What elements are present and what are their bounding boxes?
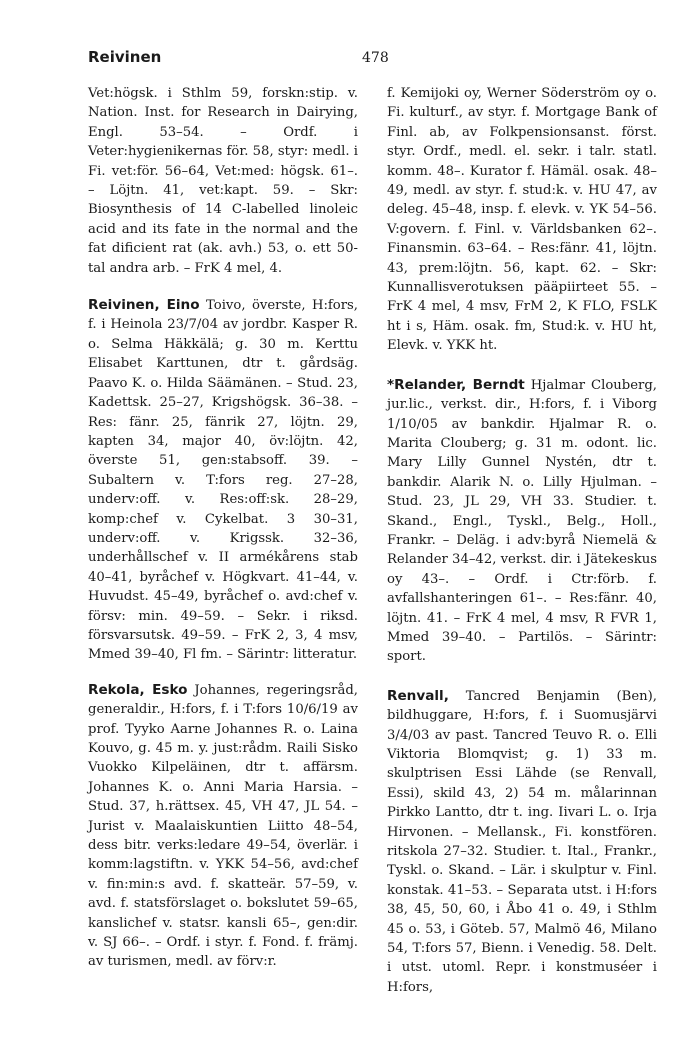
right-column [387, 84, 657, 1017]
entry-text: Johannes, regeringsråd, generaldir., H:fors, f. i T:fors 10/6/19 av prof. Tyyko Aarne Johannes R. o. Laina Kouvo, g. 45 m. y. just:rådm. Raili Sisko Vuokko Kilpeläinen, dtr t. affärsm. Johannes K. o. Anni Maria Harsia. – Stud. 37, h.rättsex. 45, VH 47, JL 54. – Jurist v. Maalaiskuntien Liitto 48–54, dess bitr. verks:ledare 49–54, överlär. i komm:lagstiftn. v. YKK 54–56, avd:chef v. fin:min:s avd. f. skatteär. 57–59, v. avd. f. statsförslaget o. bokslutet 59–65, kanslichef v. statsr. kansli 65–, gen:dir. v. SJ 66–. – Ordf. i styr. f. Fond. f. främj. av turismen, medl. av förv:r. [88, 682, 358, 970]
entry-surname: Reivinen, Eino [88, 297, 200, 314]
continuation-text: Vet:högsk. i Sthlm 59, forskn:stip. v. Nation. Inst. for Research in Dairying, Engl. 53–54. – Ordf. i Veter:hygienikernas för. 58, styr: medl. i Fi. vet:för. 56–64, Vet:med: högsk. 61–. – Löjtn. 41, vet:kapt. 59. – Skr: Biosynthesis of 14 C-labelled linoleic acid and its fate in the normal and the fat dificient rat (ak. avh.) 53, o. ett 50-tal andra arb. – FrK 4 mel, 4. [88, 86, 358, 276]
entry-surname: *Relander, Berndt [387, 376, 525, 393]
entry-text: Hjalmar Clouberg, jur.lic., verkst. dir., H:fors, f. i Viborg 1/10/05 av bankdir. Hjalmar R. o. Marita Clouberg; g. 31 m. odont. lic. Mary Lilly Gunnel Nystén, dtr t. bankdir. Alarik N. o. Lilly Hjulman. – Stud. 23, JL 29, VH 33. Studier. t. Skand., Engl., Tyskl., Belg., Holl., Frankr. – Deläg. i adv:byrå Niemelä & Relander 34–42, verkst. dir. i Jätekeskus oy 43–. – Ordf. i Ctr:förb. f. avfallshanteringen 61–. – Res:fänr. 40, löjtn. 41. – FrK 4 mel, 4 msv, R FVR 1, Mmed 39–40. – Partilös. – Särintr: sport. [387, 377, 657, 665]
entry-surname: Renvall, [387, 687, 449, 704]
biography-entry [88, 296, 358, 665]
left-column [88, 84, 358, 988]
entry-surname: Rekola, Esko [88, 681, 188, 698]
biography-entry [88, 681, 358, 972]
page-number: 478 [362, 50, 389, 66]
entry-text: Toivo, överste, H:fors, f. i Heinola 23/7/04 av jordbr. Kasper R. o. Selma Häkkälä; g. 30 m. Kerttu Elisabet Karttunen, dtr t. gårdsäg. Paavo K. o. Hilda Säämänen. – Stud. 23, Kadettsk. 25–27, Krigshögsk. 36–38. – Res: fänr. 25, fänrik 27, löjtn. 29, kapten 34, major 40, öv:löjtn. 42, överste 51, gen:stabsoff. 39. – Subaltern v. T:fors reg. 27–28, underv:off. v. Res:off:sk. 28–29, komp:chef v. Cykelbat. 3 30–31, underv:off. v. Krigssk. 32–36, underhållschef v. II armékårens stab 40–41, byråchef v. Högkvart. 41–44, v. Huvudst. 45–49, byråchef o. avd:chef v. försv: min. 49–59. – Sekr. i riksd. försvarsutsk. 49–59. – FrK 2, 3, 4 msv, Mmed 39–40, Fl fm. – Särintr: litteratur. [88, 298, 358, 663]
biography-entry [387, 687, 657, 998]
biography-entry [387, 376, 657, 667]
continuation-text: f. Kemijoki oy, Werner Söderström oy o. Fi. kulturf., av styr. f. Mortgage Bank of Finl. ab, av Folkpensionsanst. först. styr. Ordf., medl. el. sekr. i talr. statl. komm. 48–. Kurator f. Hämäl. osak. 48–49, medl. av styr. f. stud:k. v. HU 47, av deleg. 45–48, insp. f. elevk. v. YK 54–56. V:govern. f. Finl. v. Världsbanken 62–. Finansmin. 63–64. – Res:fänr. 41, löjtn. 43, prem:löjtn. 56, kapt. 62. – Skr: Kunnallisverotuksen pääpiirteet 55. – FrK 4 mel, 4 msv, FrM 2, K FLO, FSLK ht i s, Häm. osak. fm, Stud:k. v. HU ht, Elevk. v. YKK ht. [387, 86, 657, 354]
running-head-name: Reivinen [88, 48, 162, 66]
entry-text: Tancred Benjamin (Ben), bildhuggare, H:fors, f. i Suomusjärvi 3/4/03 av past. Tancred Teuvo R. o. Elli Viktoria Blomqvist; g. 1) 33 m. skulptrisen Essi Lähde (se Renvall, Essi), skild 43, 2) 54 m. målarinnan Pirkko Lantto, dtr t. ing. Iivari L. o. Irja Hirvonen. – Mellansk., Fi. konstfören. ritskola 27–32. Studier. t. Ital., Frankr., Tyskl. o. Skand. – Lär. i skulptur v. Finl. konstak. 41–53. – Separata utst. i H:fors 38, 45, 50, 60, i Åbo 41 o. 49, i Sthlm 45 o. 53, i Göteb. 57, Malmö 46, Milano 54, T:fors 57, Bienn. i Venedig. 58. Delt. i utst. utoml. Repr. i konstmuséer i H:fors, [387, 688, 657, 995]
